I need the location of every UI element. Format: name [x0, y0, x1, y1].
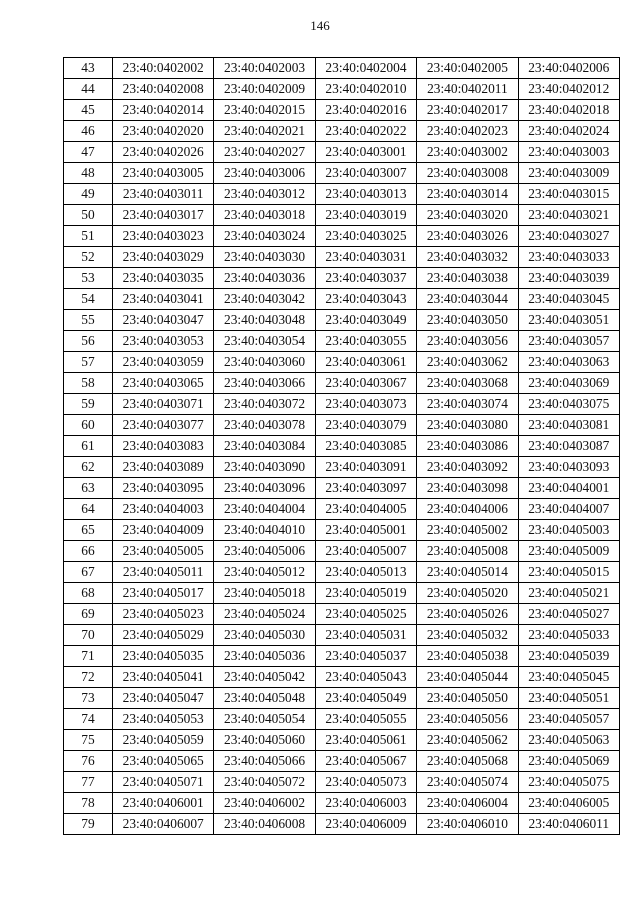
cadastral-code-cell: 23:40:0405073 — [315, 772, 416, 793]
cadastral-code-cell: 23:40:0403074 — [417, 394, 518, 415]
cadastral-code-cell: 23:40:0403011 — [113, 184, 214, 205]
table-row — [64, 184, 620, 205]
cadastral-code-cell: 23:40:0403049 — [315, 310, 416, 331]
cadastral-code-cell: 23:40:0403056 — [417, 331, 518, 352]
cadastral-code-cell: 23:40:0403041 — [113, 289, 214, 310]
cadastral-code-cell: 23:40:0403002 — [417, 142, 518, 163]
cadastral-code-cell: 23:40:0402017 — [417, 100, 518, 121]
cadastral-code-cell: 23:40:0405048 — [214, 688, 315, 709]
cadastral-code-cell: 23:40:0403092 — [417, 457, 518, 478]
cadastral-code-cell: 23:40:0403008 — [417, 163, 518, 184]
cadastral-code-cell: 23:40:0403059 — [113, 352, 214, 373]
cadastral-code-cell: 23:40:0406002 — [214, 793, 315, 814]
cadastral-code-cell: 23:40:0403005 — [113, 163, 214, 184]
table-row — [64, 646, 620, 667]
cadastral-code-cell: 23:40:0405056 — [417, 709, 518, 730]
row-number-cell: 64 — [64, 499, 113, 520]
row-number-cell: 60 — [64, 415, 113, 436]
cadastral-code-cell: 23:40:0403038 — [417, 268, 518, 289]
cadastral-code-cell: 23:40:0402026 — [113, 142, 214, 163]
cadastral-code-cell: 23:40:0405012 — [214, 562, 315, 583]
cadastral-code-cell: 23:40:0403014 — [417, 184, 518, 205]
cadastral-code-cell: 23:40:0403065 — [113, 373, 214, 394]
cadastral-code-cell: 23:40:0402023 — [417, 121, 518, 142]
cadastral-code-cell: 23:40:0405074 — [417, 772, 518, 793]
cadastral-code-cell: 23:40:0405027 — [518, 604, 619, 625]
cadastral-code-cell: 23:40:0403027 — [518, 226, 619, 247]
table-row — [64, 793, 620, 814]
cadastral-code-cell: 23:40:0403012 — [214, 184, 315, 205]
cadastral-code-cell: 23:40:0403073 — [315, 394, 416, 415]
table-row — [64, 268, 620, 289]
cadastral-code-cell: 23:40:0405005 — [113, 541, 214, 562]
cadastral-code-cell: 23:40:0404010 — [214, 520, 315, 541]
cadastral-code-cell: 23:40:0404007 — [518, 499, 619, 520]
cadastral-code-cell: 23:40:0403057 — [518, 331, 619, 352]
cadastral-code-cell: 23:40:0403032 — [417, 247, 518, 268]
cadastral-code-cell: 23:40:0403023 — [113, 226, 214, 247]
cadastral-code-cell: 23:40:0403075 — [518, 394, 619, 415]
table-row — [64, 247, 620, 268]
cadastral-code-cell: 23:40:0406010 — [417, 814, 518, 835]
row-number-cell: 57 — [64, 352, 113, 373]
cadastral-code-cell: 23:40:0402027 — [214, 142, 315, 163]
cadastral-code-cell: 23:40:0405015 — [518, 562, 619, 583]
cadastral-code-cell: 23:40:0403009 — [518, 163, 619, 184]
table-row — [64, 562, 620, 583]
cadastral-code-cell: 23:40:0403095 — [113, 478, 214, 499]
cadastral-code-cell: 23:40:0404009 — [113, 520, 214, 541]
cadastral-code-cell: 23:40:0402016 — [315, 100, 416, 121]
cadastral-code-cell: 23:40:0403006 — [214, 163, 315, 184]
cadastral-code-cell: 23:40:0404005 — [315, 499, 416, 520]
cadastral-code-cell: 23:40:0405063 — [518, 730, 619, 751]
cadastral-code-cell: 23:40:0405047 — [113, 688, 214, 709]
table-row — [64, 352, 620, 373]
cadastral-code-cell: 23:40:0405017 — [113, 583, 214, 604]
cadastral-code-cell: 23:40:0403003 — [518, 142, 619, 163]
row-number-cell: 62 — [64, 457, 113, 478]
cadastral-code-cell: 23:40:0405072 — [214, 772, 315, 793]
table-row — [64, 499, 620, 520]
cadastral-code-cell: 23:40:0405041 — [113, 667, 214, 688]
row-number-cell: 54 — [64, 289, 113, 310]
cadastral-code-cell: 23:40:0403013 — [315, 184, 416, 205]
cadastral-code-cell: 23:40:0405050 — [417, 688, 518, 709]
cadastral-code-cell: 23:40:0405025 — [315, 604, 416, 625]
cadastral-code-cell: 23:40:0403093 — [518, 457, 619, 478]
row-number-cell: 65 — [64, 520, 113, 541]
cadastral-code-cell: 23:40:0403063 — [518, 352, 619, 373]
data-table — [63, 57, 620, 835]
row-number-cell: 50 — [64, 205, 113, 226]
row-number-cell: 68 — [64, 583, 113, 604]
cadastral-code-cell: 23:40:0403084 — [214, 436, 315, 457]
cadastral-code-cell: 23:40:0404003 — [113, 499, 214, 520]
cadastral-code-cell: 23:40:0403051 — [518, 310, 619, 331]
row-number-cell: 58 — [64, 373, 113, 394]
cadastral-code-cell: 23:40:0405006 — [214, 541, 315, 562]
cadastral-code-cell: 23:40:0403078 — [214, 415, 315, 436]
row-number-cell: 53 — [64, 268, 113, 289]
cadastral-code-cell: 23:40:0405001 — [315, 520, 416, 541]
cadastral-code-cell: 23:40:0406001 — [113, 793, 214, 814]
table-row — [64, 751, 620, 772]
cadastral-code-cell: 23:40:0403035 — [113, 268, 214, 289]
cadastral-code-cell: 23:40:0402009 — [214, 79, 315, 100]
cadastral-code-cell: 23:40:0402002 — [113, 58, 214, 79]
cadastral-code-cell: 23:40:0403047 — [113, 310, 214, 331]
cadastral-code-cell: 23:40:0403037 — [315, 268, 416, 289]
row-number-cell: 46 — [64, 121, 113, 142]
cadastral-code-cell: 23:40:0403029 — [113, 247, 214, 268]
cadastral-code-cell: 23:40:0402015 — [214, 100, 315, 121]
cadastral-code-cell: 23:40:0405069 — [518, 751, 619, 772]
table-row — [64, 457, 620, 478]
cadastral-code-cell: 23:40:0403048 — [214, 310, 315, 331]
table-row — [64, 121, 620, 142]
cadastral-code-cell: 23:40:0402011 — [417, 79, 518, 100]
cadastral-code-cell: 23:40:0403044 — [417, 289, 518, 310]
cadastral-code-cell: 23:40:0405055 — [315, 709, 416, 730]
row-number-cell: 49 — [64, 184, 113, 205]
cadastral-code-cell: 23:40:0403066 — [214, 373, 315, 394]
cadastral-code-cell: 23:40:0403091 — [315, 457, 416, 478]
table-body — [64, 58, 620, 835]
cadastral-code-cell: 23:40:0403060 — [214, 352, 315, 373]
cadastral-code-cell: 23:40:0405013 — [315, 562, 416, 583]
cadastral-code-cell: 23:40:0403030 — [214, 247, 315, 268]
cadastral-code-cell: 23:40:0403033 — [518, 247, 619, 268]
cadastral-code-cell: 23:40:0403024 — [214, 226, 315, 247]
row-number-cell: 74 — [64, 709, 113, 730]
cadastral-code-cell: 23:40:0405008 — [417, 541, 518, 562]
cadastral-code-cell: 23:40:0403025 — [315, 226, 416, 247]
cadastral-code-cell: 23:40:0403042 — [214, 289, 315, 310]
row-number-cell: 47 — [64, 142, 113, 163]
cadastral-code-cell: 23:40:0403061 — [315, 352, 416, 373]
cadastral-code-cell: 23:40:0402012 — [518, 79, 619, 100]
table-row — [64, 100, 620, 121]
table-row — [64, 226, 620, 247]
row-number-cell: 73 — [64, 688, 113, 709]
cadastral-code-cell: 23:40:0403055 — [315, 331, 416, 352]
cadastral-code-cell: 23:40:0405007 — [315, 541, 416, 562]
cadastral-code-cell: 23:40:0403068 — [417, 373, 518, 394]
cadastral-code-cell: 23:40:0402020 — [113, 121, 214, 142]
row-number-cell: 51 — [64, 226, 113, 247]
cadastral-code-cell: 23:40:0403098 — [417, 478, 518, 499]
cadastral-code-cell: 23:40:0403018 — [214, 205, 315, 226]
cadastral-code-cell: 23:40:0402008 — [113, 79, 214, 100]
cadastral-code-cell: 23:40:0405075 — [518, 772, 619, 793]
cadastral-code-cell: 23:40:0405054 — [214, 709, 315, 730]
cadastral-code-cell: 23:40:0402006 — [518, 58, 619, 79]
cadastral-code-cell: 23:40:0403067 — [315, 373, 416, 394]
table-row — [64, 142, 620, 163]
cadastral-code-cell: 23:40:0405019 — [315, 583, 416, 604]
cadastral-code-cell: 23:40:0403090 — [214, 457, 315, 478]
cadastral-code-cell: 23:40:0403069 — [518, 373, 619, 394]
cadastral-code-cell: 23:40:0405043 — [315, 667, 416, 688]
cadastral-code-cell: 23:40:0403026 — [417, 226, 518, 247]
row-number-cell: 77 — [64, 772, 113, 793]
table-row — [64, 541, 620, 562]
row-number-cell: 70 — [64, 625, 113, 646]
cadastral-code-cell: 23:40:0405053 — [113, 709, 214, 730]
row-number-cell: 71 — [64, 646, 113, 667]
row-number-cell: 67 — [64, 562, 113, 583]
cadastral-code-cell: 23:40:0405039 — [518, 646, 619, 667]
cadastral-code-cell: 23:40:0405018 — [214, 583, 315, 604]
cadastral-code-cell: 23:40:0405051 — [518, 688, 619, 709]
table-row — [64, 478, 620, 499]
row-number-cell: 56 — [64, 331, 113, 352]
cadastral-code-cell: 23:40:0405009 — [518, 541, 619, 562]
cadastral-code-cell: 23:40:0403089 — [113, 457, 214, 478]
cadastral-code-cell: 23:40:0405059 — [113, 730, 214, 751]
cadastral-code-cell: 23:40:0403072 — [214, 394, 315, 415]
cadastral-code-cell: 23:40:0405024 — [214, 604, 315, 625]
cadastral-code-cell: 23:40:0403031 — [315, 247, 416, 268]
cadastral-code-cell: 23:40:0406004 — [417, 793, 518, 814]
table-row — [64, 688, 620, 709]
cadastral-code-cell: 23:40:0403001 — [315, 142, 416, 163]
table-row — [64, 289, 620, 310]
table-row — [64, 730, 620, 751]
table-row — [64, 604, 620, 625]
page-number: 146 — [310, 18, 330, 33]
row-number-cell: 61 — [64, 436, 113, 457]
cadastral-code-cell: 23:40:0403020 — [417, 205, 518, 226]
cadastral-code-cell: 23:40:0405029 — [113, 625, 214, 646]
cadastral-code-cell: 23:40:0405014 — [417, 562, 518, 583]
cadastral-code-cell: 23:40:0406008 — [214, 814, 315, 835]
cadastral-code-cell: 23:40:0403071 — [113, 394, 214, 415]
cadastral-code-cell: 23:40:0406011 — [518, 814, 619, 835]
cadastral-code-cell: 23:40:0405003 — [518, 520, 619, 541]
cadastral-code-cell: 23:40:0405045 — [518, 667, 619, 688]
cadastral-code-cell: 23:40:0405062 — [417, 730, 518, 751]
cadastral-code-cell: 23:40:0402022 — [315, 121, 416, 142]
row-number-cell: 59 — [64, 394, 113, 415]
table-row — [64, 310, 620, 331]
cadastral-code-cell: 23:40:0403007 — [315, 163, 416, 184]
cadastral-code-cell: 23:40:0403096 — [214, 478, 315, 499]
cadastral-code-cell: 23:40:0402004 — [315, 58, 416, 79]
cadastral-code-cell: 23:40:0405065 — [113, 751, 214, 772]
row-number-cell: 69 — [64, 604, 113, 625]
cadastral-code-cell: 23:40:0403087 — [518, 436, 619, 457]
cadastral-code-cell: 23:40:0403045 — [518, 289, 619, 310]
table-row — [64, 58, 620, 79]
row-number-cell: 43 — [64, 58, 113, 79]
cadastral-code-cell: 23:40:0405033 — [518, 625, 619, 646]
cadastral-code-cell: 23:40:0405021 — [518, 583, 619, 604]
cadastral-code-cell: 23:40:0403036 — [214, 268, 315, 289]
cadastral-code-cell: 23:40:0405026 — [417, 604, 518, 625]
row-number-cell: 72 — [64, 667, 113, 688]
row-number-cell: 79 — [64, 814, 113, 835]
row-number-cell: 63 — [64, 478, 113, 499]
cadastral-code-cell: 23:40:0403097 — [315, 478, 416, 499]
cadastral-code-cell: 23:40:0405061 — [315, 730, 416, 751]
cadastral-code-cell: 23:40:0405031 — [315, 625, 416, 646]
cadastral-code-cell: 23:40:0405020 — [417, 583, 518, 604]
row-number-cell: 66 — [64, 541, 113, 562]
table-row — [64, 163, 620, 184]
cadastral-code-cell: 23:40:0405036 — [214, 646, 315, 667]
cadastral-code-cell: 23:40:0406009 — [315, 814, 416, 835]
table-row — [64, 394, 620, 415]
cadastral-code-cell: 23:40:0405060 — [214, 730, 315, 751]
cadastral-code-cell: 23:40:0402024 — [518, 121, 619, 142]
cadastral-code-cell: 23:40:0403081 — [518, 415, 619, 436]
cadastral-code-cell: 23:40:0405044 — [417, 667, 518, 688]
cadastral-code-cell: 23:40:0402014 — [113, 100, 214, 121]
cadastral-code-cell: 23:40:0405066 — [214, 751, 315, 772]
cadastral-code-cell: 23:40:0403079 — [315, 415, 416, 436]
table-row — [64, 79, 620, 100]
table-row — [64, 772, 620, 793]
table-row — [64, 520, 620, 541]
table-row — [64, 625, 620, 646]
cadastral-code-cell: 23:40:0405038 — [417, 646, 518, 667]
table-row — [64, 814, 620, 835]
row-number-cell: 78 — [64, 793, 113, 814]
cadastral-code-cell: 23:40:0405023 — [113, 604, 214, 625]
cadastral-code-cell: 23:40:0405030 — [214, 625, 315, 646]
row-number-cell: 45 — [64, 100, 113, 121]
table-row — [64, 415, 620, 436]
row-number-cell: 76 — [64, 751, 113, 772]
cadastral-code-cell: 23:40:0404004 — [214, 499, 315, 520]
cadastral-code-cell: 23:40:0403015 — [518, 184, 619, 205]
cadastral-code-cell: 23:40:0403083 — [113, 436, 214, 457]
cadastral-code-cell: 23:40:0402005 — [417, 58, 518, 79]
cadastral-code-cell: 23:40:0403019 — [315, 205, 416, 226]
cadastral-code-cell: 23:40:0405037 — [315, 646, 416, 667]
cadastral-code-cell: 23:40:0405002 — [417, 520, 518, 541]
table-row — [64, 667, 620, 688]
cadastral-code-cell: 23:40:0405035 — [113, 646, 214, 667]
cadastral-code-cell: 23:40:0403021 — [518, 205, 619, 226]
cadastral-code-cell: 23:40:0403054 — [214, 331, 315, 352]
table-row — [64, 436, 620, 457]
row-number-cell: 52 — [64, 247, 113, 268]
cadastral-code-cell: 23:40:0404006 — [417, 499, 518, 520]
cadastral-code-cell: 23:40:0405032 — [417, 625, 518, 646]
row-number-cell: 44 — [64, 79, 113, 100]
row-number-cell: 75 — [64, 730, 113, 751]
cadastral-code-cell: 23:40:0406007 — [113, 814, 214, 835]
cadastral-code-cell: 23:40:0405067 — [315, 751, 416, 772]
cadastral-code-cell: 23:40:0403062 — [417, 352, 518, 373]
cadastral-code-cell: 23:40:0403017 — [113, 205, 214, 226]
cadastral-code-cell: 23:40:0403085 — [315, 436, 416, 457]
table-row — [64, 709, 620, 730]
table-row — [64, 205, 620, 226]
cadastral-code-cell: 23:40:0403050 — [417, 310, 518, 331]
row-number-cell: 48 — [64, 163, 113, 184]
cadastral-code-cell: 23:40:0403039 — [518, 268, 619, 289]
row-number-cell: 55 — [64, 310, 113, 331]
cadastral-code-cell: 23:40:0405071 — [113, 772, 214, 793]
cadastral-code-cell: 23:40:0403080 — [417, 415, 518, 436]
cadastral-code-cell: 23:40:0404001 — [518, 478, 619, 499]
cadastral-code-cell: 23:40:0405068 — [417, 751, 518, 772]
cadastral-code-cell: 23:40:0402010 — [315, 79, 416, 100]
cadastral-code-cell: 23:40:0402003 — [214, 58, 315, 79]
cadastral-code-cell: 23:40:0403043 — [315, 289, 416, 310]
cadastral-code-cell: 23:40:0405042 — [214, 667, 315, 688]
cadastral-code-cell: 23:40:0403077 — [113, 415, 214, 436]
table-row — [64, 583, 620, 604]
table-row — [64, 373, 620, 394]
cadastral-code-cell: 23:40:0402018 — [518, 100, 619, 121]
cadastral-code-cell: 23:40:0403086 — [417, 436, 518, 457]
cadastral-code-cell: 23:40:0405057 — [518, 709, 619, 730]
cadastral-code-cell: 23:40:0405049 — [315, 688, 416, 709]
cadastral-code-cell: 23:40:0405011 — [113, 562, 214, 583]
cadastral-code-cell: 23:40:0402021 — [214, 121, 315, 142]
cadastral-code-cell: 23:40:0406003 — [315, 793, 416, 814]
cadastral-code-cell: 23:40:0406005 — [518, 793, 619, 814]
cadastral-code-cell: 23:40:0403053 — [113, 331, 214, 352]
table-row — [64, 331, 620, 352]
